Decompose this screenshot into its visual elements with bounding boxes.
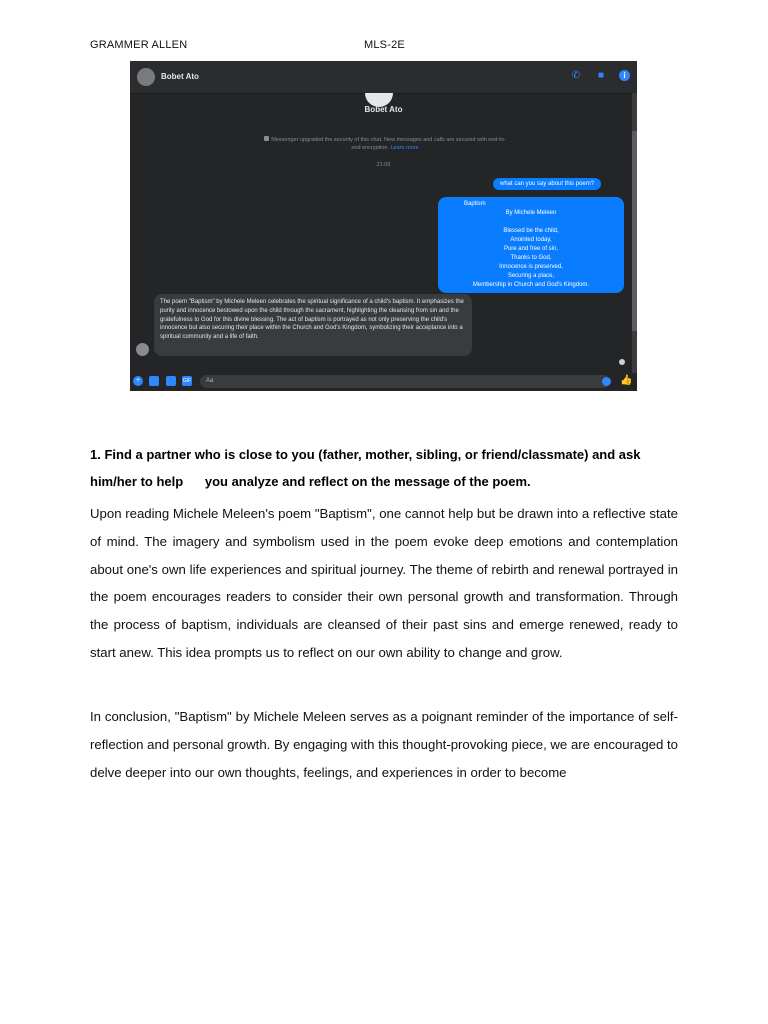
poem-line: Anointed today, <box>510 237 552 243</box>
poem-line: Thanks to God, <box>510 255 552 261</box>
question-1 <box>90 441 690 495</box>
plus-icon[interactable]: + <box>133 376 143 386</box>
contact-avatar[interactable] <box>137 68 155 86</box>
message-timestamp: 21:05 <box>376 162 391 168</box>
poem-line: Blessed be the child, <box>503 228 559 234</box>
messenger-screenshot <box>130 61 637 391</box>
question-text-part1: Find a partner who is close to you (father, mother, sibling, or friend/classmate) and ask him/her to help <box>90 447 641 489</box>
like-icon[interactable]: 👍 <box>620 375 633 386</box>
paragraph-reflection: Upon reading Michele Meleen's poem "Baptism", one cannot help but be drawn into a reflective state of mind. The imagery and symbolism used in the poem evoke deep emotions and contemplation about one's own life experiences and spiritual journey. The theme of rebirth and renewal portrayed in the poem encourages readers to consider their own personal growth and transformation. Through the process of baptism, individuals are cleansed of their past sins and emerge renewed, ready to start anew. This idea prompts us to reflect on our own ability to change and grow. <box>90 506 678 660</box>
sent-message-question: what can you say about this poem? <box>493 178 601 190</box>
phone-icon[interactable]: ✆ <box>571 70 581 81</box>
poem-line: Pure and free of sin, <box>503 246 559 252</box>
gif-icon[interactable]: GIF <box>182 378 192 384</box>
message-composer <box>130 373 637 391</box>
chat-topbar <box>130 61 637 94</box>
poem-body <box>438 209 624 290</box>
encryption-notice <box>260 136 510 152</box>
message-input[interactable]: Aa <box>200 375 610 388</box>
poem-line: Innocence is preserved, <box>499 264 563 270</box>
encryption-text: Messenger upgraded the security of this chat. New messages and calls are secured with end-to-end encryption. <box>271 137 506 151</box>
poem-line: Membership in Church and God's Kingdom. <box>472 282 590 288</box>
sticker-icon[interactable] <box>166 376 176 386</box>
received-message-reply: The poem "Baptism" by Michele Meleen celebrates the spiritual significance of a child's baptism. It emphasizes the purity and innocence bestowed upon the child through the sacrament, highlighting the cleansing from sin and the gratefulness to God for this divine blessing. The act of baptism is portrayed as not only preserving the child's innocence but also securing their place within the Church and God's Kingdom, symbolizing their acceptance into a spiritual community and a life of faith. <box>154 294 472 356</box>
chat-scrollbar-thumb[interactable] <box>632 131 637 331</box>
seen-indicator <box>619 359 625 365</box>
learn-more-link[interactable]: Learn more <box>390 145 419 151</box>
section-code: MLS-2E <box>364 39 405 51</box>
poem-title: Baptism <box>464 201 486 207</box>
image-icon[interactable] <box>149 376 159 386</box>
lock-icon <box>264 136 269 141</box>
poem-author: By Michele Meleen <box>505 210 557 216</box>
paragraph-conclusion: In conclusion, "Baptism" by Michele Meleen serves as a poignant reminder of the importance of self-reflection and personal growth. By engaging with this thought-provoking piece, we are encouraged to delve deeper into our own thoughts, feelings, and experiences in order to become <box>90 709 678 780</box>
question-text-part2: you analyze and reflect on the message of the poem. <box>204 474 531 489</box>
chat-contact-title: Bobet Ato <box>364 105 403 114</box>
poem-line: Securing a place, <box>507 273 555 279</box>
sent-message-poem <box>438 197 624 293</box>
question-number: 1. <box>90 447 101 462</box>
contact-name[interactable]: Bobet Ato <box>161 72 199 81</box>
info-icon[interactable]: i <box>619 70 630 81</box>
sender-avatar <box>136 343 149 356</box>
emoji-icon[interactable] <box>602 377 611 386</box>
video-icon[interactable]: ■ <box>597 70 605 81</box>
author-name: GRAMMER ALLEN <box>90 39 188 51</box>
